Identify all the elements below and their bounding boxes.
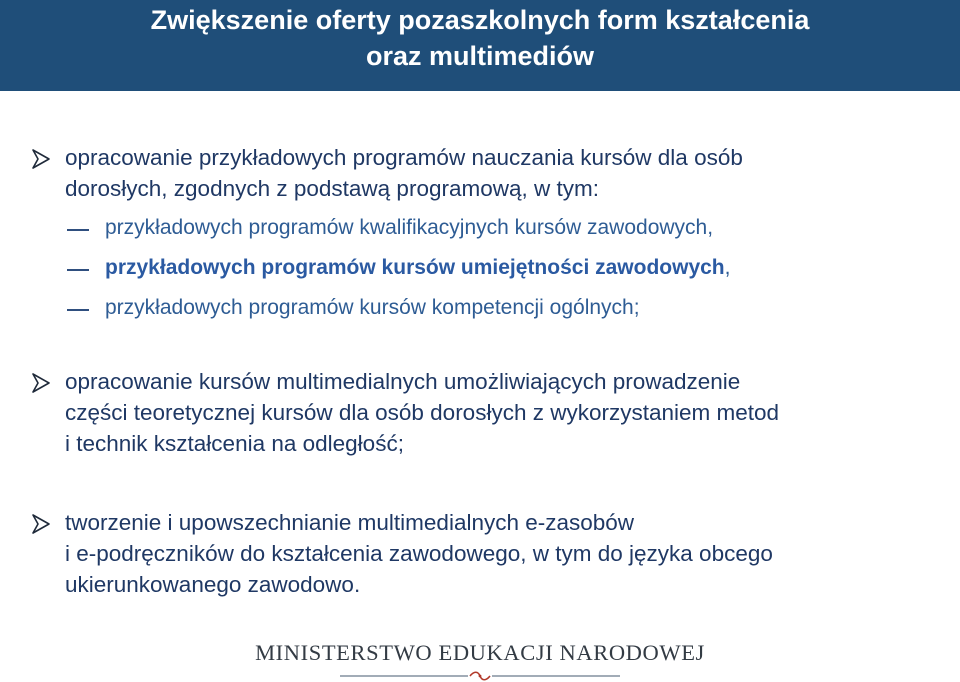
- sub-item-2-text: przykładowych programów kursów umiejętności zawodowych: [105, 256, 725, 279]
- bullet-1-line-2: dorosłych, zgodnych z podstawą programową, w tym:: [65, 176, 599, 201]
- slide-title-line-2: oraz multimediów: [365, 41, 595, 71]
- bullet-2-line-1: opracowanie kursów multimedialnych umożliwiających prowadzenie: [65, 369, 741, 394]
- ministry-logo-ornament: [330, 670, 630, 682]
- ministry-logo-text: MINISTERSTWO EDUKACJI NARODOWEJ: [255, 640, 705, 665]
- sub-item-2: [105, 254, 730, 282]
- sub-item-3: przykładowych programów kursów kompetencji ogólnych;: [105, 296, 640, 319]
- dash-bullet-icon: [67, 309, 89, 311]
- arrowhead-bullet-icon: [30, 148, 52, 170]
- bullet-3-line-1: tworzenie i upowszechnianie multimedialnych e-zasobów: [65, 510, 635, 535]
- dash-bullet-icon: [67, 269, 89, 271]
- bullet-3-line-3: ukierunkowanego zawodowo.: [65, 572, 361, 597]
- bullet-1-line-1: opracowanie przykładowych programów nauczania kursów dla osób: [65, 145, 743, 170]
- dash-bullet-icon: [67, 229, 89, 231]
- arrowhead-bullet-icon: [30, 372, 52, 394]
- bullet-3-line-2: i e-podręczników do kształcenia zawodowego, w tym do języka obcego: [65, 541, 773, 566]
- arrowhead-bullet-icon: [30, 513, 52, 535]
- bullet-2-line-3: i technik kształcenia na odległość;: [65, 431, 404, 456]
- sub-item-1: przykładowych programów kwalifikacyjnych kursów zawodowych,: [105, 216, 714, 239]
- sub-item-2-comma: ,: [724, 256, 731, 279]
- slide-title-line-1: Zwiększenie oferty pozaszkolnych form kształcenia: [150, 5, 810, 35]
- bullet-2-line-2: części teoretycznej kursów dla osób dorosłych z wykorzystaniem metod: [65, 400, 780, 425]
